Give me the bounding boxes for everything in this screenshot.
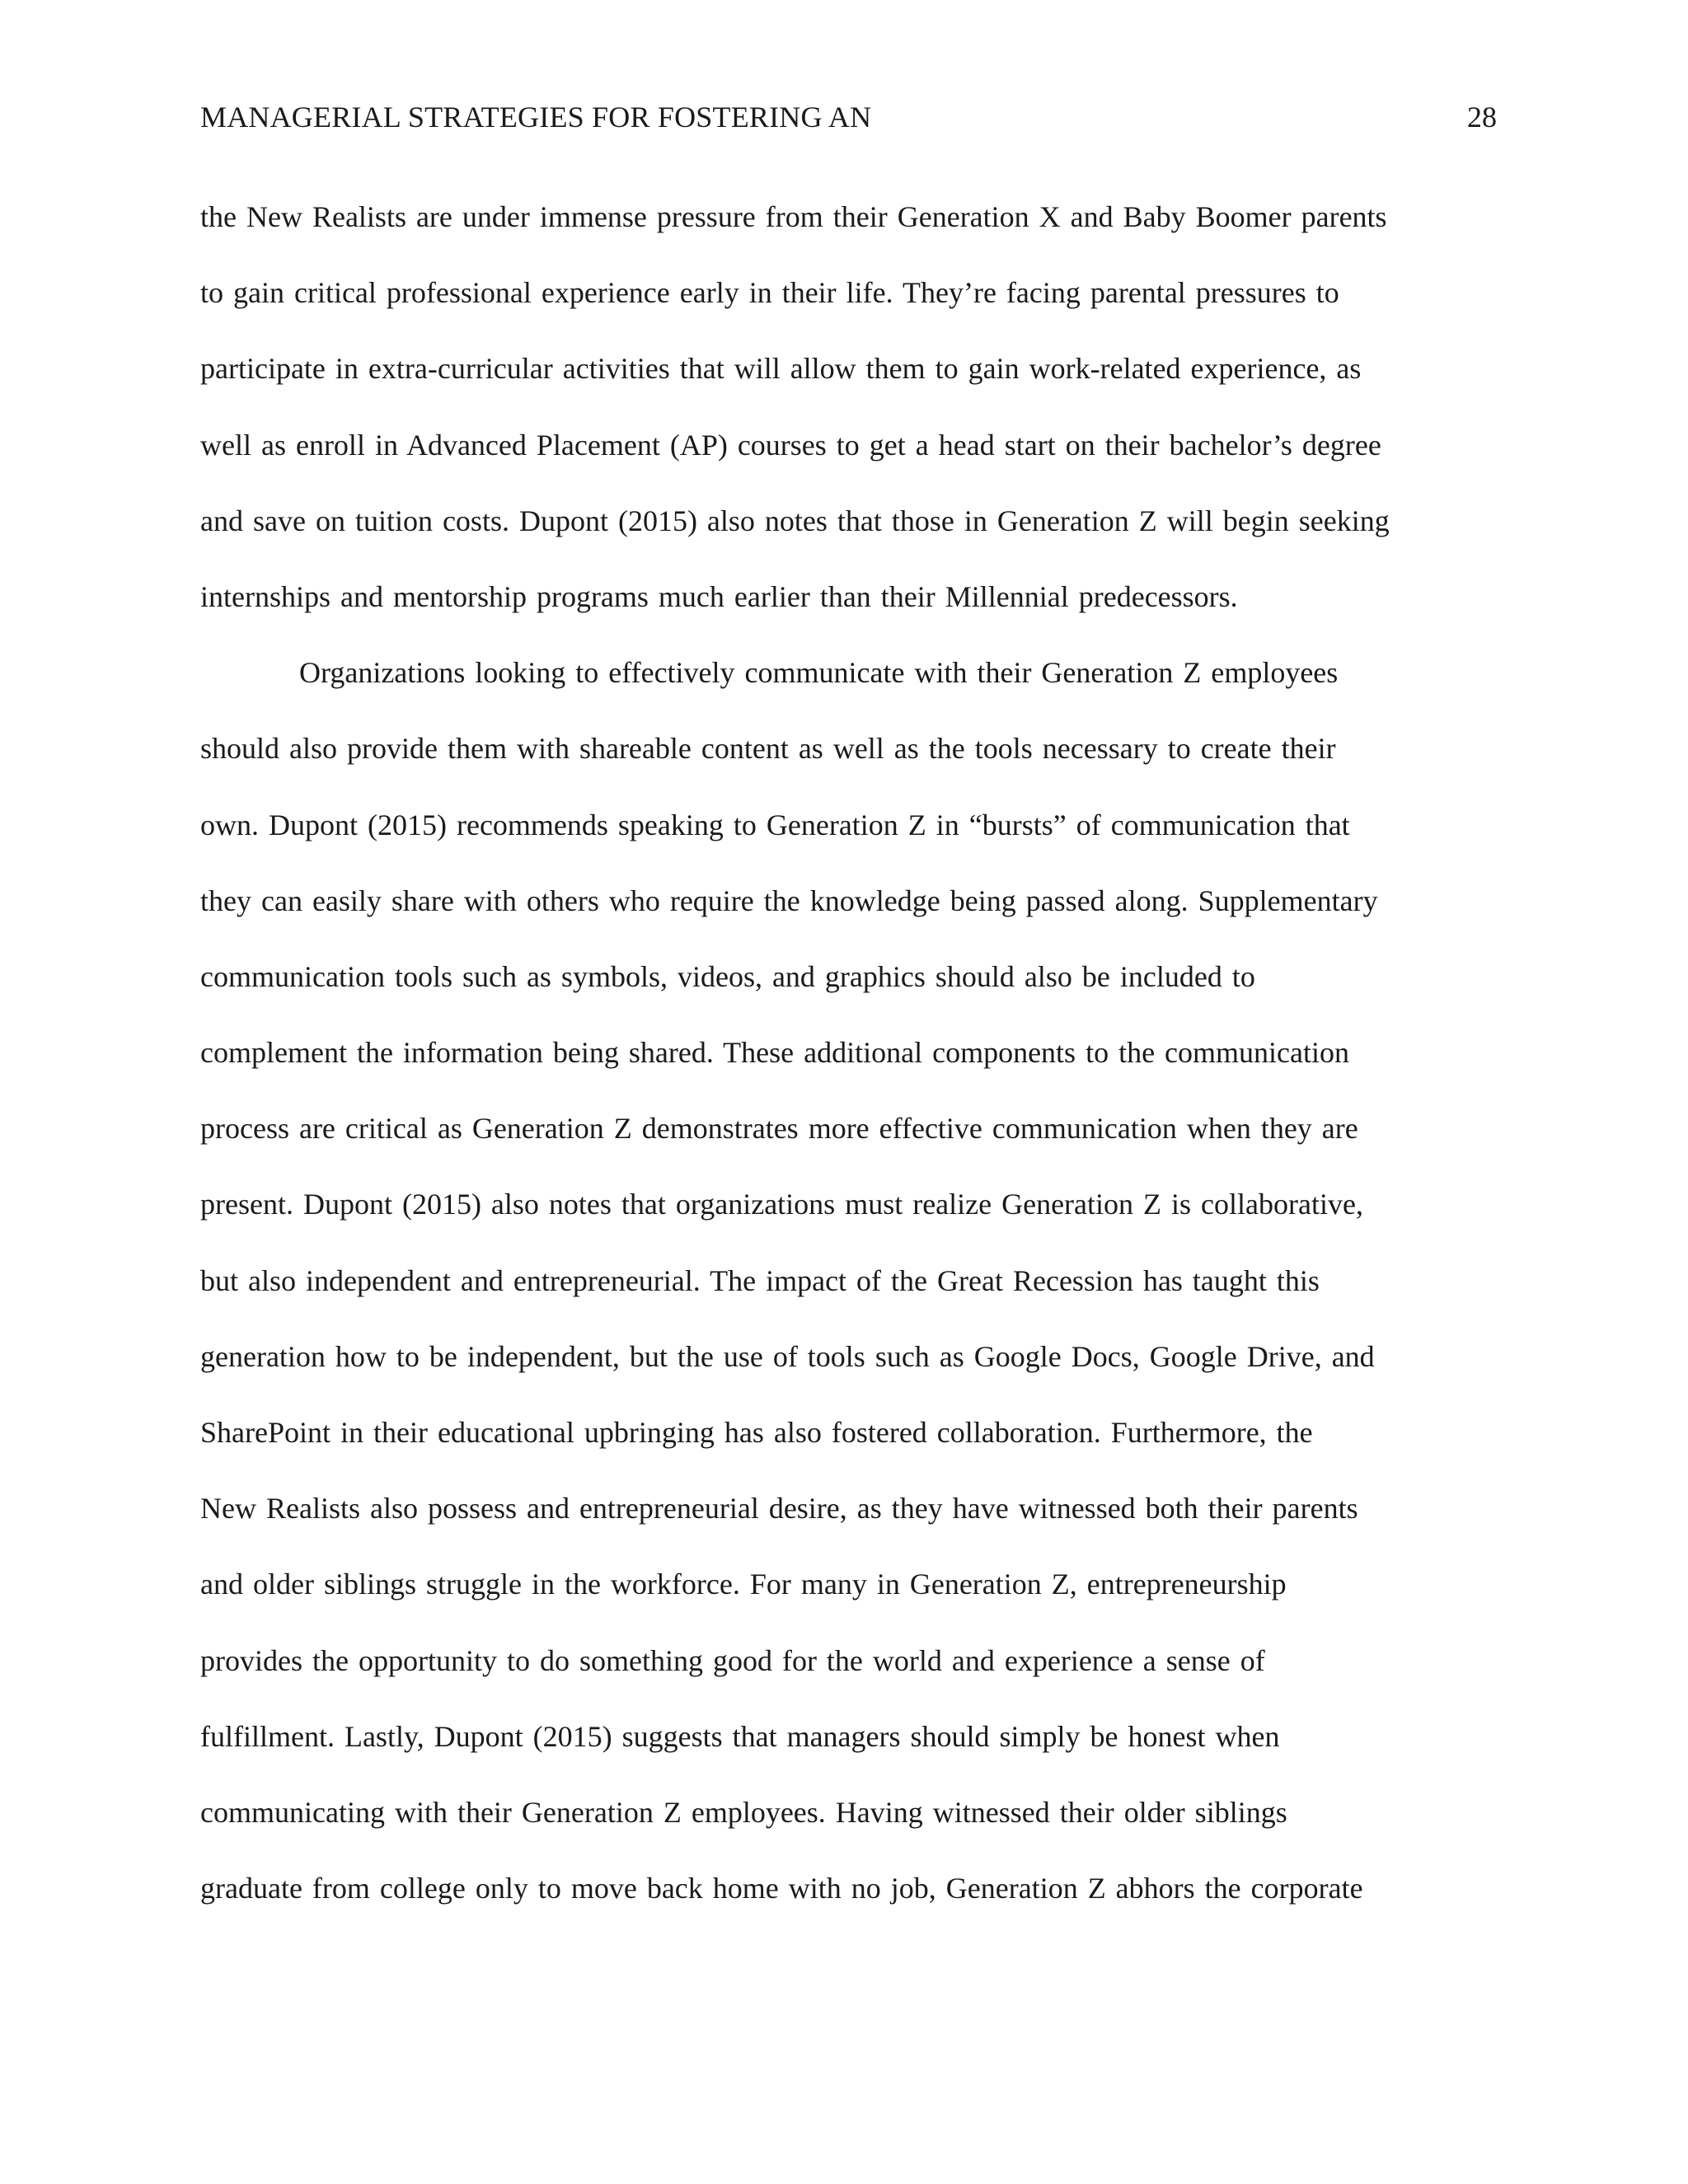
text-line: participate in extra-curricular activities that will allow them to gain work-related experience, as	[200, 352, 1362, 386]
text-line: provides the opportunity to do something good for the world and experience a sense of	[200, 1643, 1265, 1677]
text-line: they can easily share with others who require the knowledge being passed along. Supplementary	[200, 883, 1378, 917]
running-head: MANAGERIAL STRATEGIES FOR FOSTERING AN	[200, 101, 872, 134]
text-line: process are critical as Generation Z demonstrates more effective communication when they are	[200, 1112, 1358, 1146]
text-line: generation how to be independent, but the use of tools such as Google Docs, Google Drive, and	[200, 1339, 1375, 1373]
text-line: SharePoint in their educational upbringing has also fostered collaboration. Furthermore, the	[200, 1416, 1313, 1449]
text-line: own. Dupont (2015) recommends speaking to Generation Z in “bursts” of communication that	[200, 808, 1350, 841]
text-line: but also independent and entrepreneurial. The impact of the Great Recession has taught this	[200, 1263, 1320, 1297]
text-line: communication tools such as symbols, videos, and graphics should also be included to	[200, 959, 1255, 993]
paragraph-first-line: Organizations looking to effectively communicate with their Generation Z employees	[299, 656, 1339, 690]
text-line: to gain critical professional experience early in their life. They’re facing parental pressures to	[200, 276, 1339, 310]
text-line: communicating with their Generation Z employees. Having witnessed their older siblings	[200, 1795, 1287, 1829]
page-number: 28	[1467, 101, 1497, 134]
text-line: should also provide them with shareable content as well as the tools necessary to create their	[200, 732, 1336, 766]
text-line: and save on tuition costs. Dupont (2015) also notes that those in Generation Z will begin seeking	[200, 504, 1390, 537]
text-line: graduate from college only to move back home with no job, Generation Z abhors the corporate	[200, 1872, 1363, 1905]
text-line: internships and mentorship programs much earlier than their Millennial predecessors.	[200, 579, 1238, 613]
text-line: present. Dupont (2015) also notes that organizations must realize Generation Z is collaborative,	[200, 1188, 1363, 1221]
text-line: New Realists also possess and entrepreneurial desire, as they have witnessed both their parents	[200, 1492, 1358, 1526]
text-line: and older siblings struggle in the workforce. For many in Generation Z, entrepreneurship	[200, 1568, 1287, 1601]
text-line: fulfillment. Lastly, Dupont (2015) suggests that managers should simply be honest when	[200, 1719, 1280, 1753]
body-text	[200, 197, 1519, 1944]
text-line: complement the information being shared. These additional components to the communication	[200, 1036, 1349, 1070]
text-line: well as enroll in Advanced Placement (AP) courses to get a head start on their bachelor’s degree	[200, 428, 1381, 462]
text-line: the New Realists are under immense pressure from their Generation X and Baby Boomer parents	[200, 200, 1387, 233]
